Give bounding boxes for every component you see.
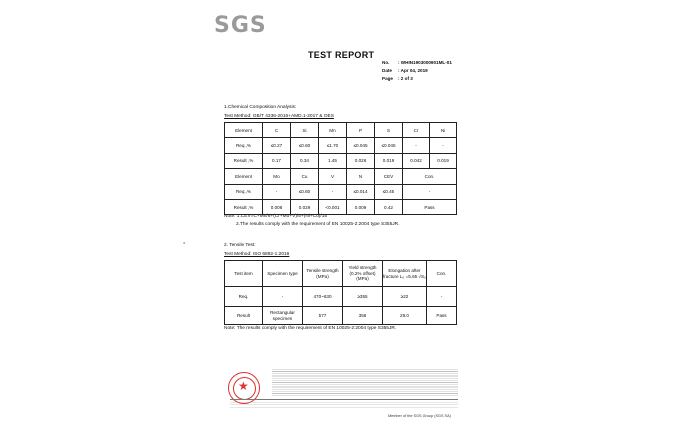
report-title: TEST REPORT — [308, 50, 375, 60]
tensile-cell: 577 — [303, 307, 343, 325]
tensile-header-tensile-strength: Tensile strength (MPa) — [303, 261, 343, 287]
chem-table-cell: 1.45 — [319, 153, 347, 168]
chem-table-cell: ≤0.60 — [291, 184, 319, 199]
chem-table-row — [225, 153, 457, 168]
meta-page-value: : 2 of 3 — [398, 76, 413, 81]
chem-table-cell: 0.029 — [291, 199, 319, 214]
chem-table-cell: P — [347, 123, 375, 138]
chem-table-cell: Si — [291, 123, 319, 138]
chem-table-cell: Con. — [403, 169, 457, 184]
report-meta — [382, 59, 452, 83]
tensile-header-test-item: Test item — [225, 261, 263, 287]
chem-table-cell: ≤0.014 — [347, 184, 375, 199]
margin-mark: a — [183, 240, 186, 245]
tensile-header-con: Con. — [427, 261, 457, 287]
tensile-cell: - — [427, 287, 457, 307]
section2-note: Note: The results comply with the requirement of EN 10025-2:2004 type S355JR. — [224, 326, 397, 331]
chem-table-cell: 0.042 — [403, 153, 430, 168]
sgs-group-member-text: Member of the SGS Group (SGS SA) — [388, 414, 451, 418]
chem-table-row — [225, 123, 457, 138]
section2-method: Test Method: ISO 6892-1:2016 — [224, 252, 290, 257]
chem-table-cell: ≤0.45 — [375, 184, 403, 199]
sgs-logo: SGS — [214, 13, 267, 38]
chem-table-cell: Mn — [319, 123, 347, 138]
chem-table-cell: ≤0.045 — [375, 138, 403, 153]
meta-date-label: Date — [382, 68, 392, 73]
tensile-header-yield-strength: Yield strength (0.2% offset) (MPa) — [343, 261, 383, 287]
chem-table-cell: ≤0.045 — [347, 138, 375, 153]
footer-contact-lines — [230, 402, 458, 408]
chem-table-cell: 0.42 — [375, 199, 403, 214]
chem-table-cell: Req.,% — [225, 138, 263, 153]
tensile-cell: Req. — [225, 287, 263, 307]
section1-method: Test Method: GB/T 4336-2016+AMD.1-2017 & OES — [224, 114, 334, 119]
chem-table-cell: Cu — [291, 169, 319, 184]
tensile-header-specimen-type: Specimen type — [263, 261, 303, 287]
chem-table-cell: - — [430, 138, 457, 153]
star-icon: ★ — [238, 379, 249, 393]
chem-table-row — [225, 199, 457, 214]
chem-table-cell: ≤1.70 — [319, 138, 347, 153]
tensile-header-elongation: Elongation after fracture L₀ =5.65 √S₀ — [383, 261, 427, 287]
chem-table-cell: Ni — [430, 123, 457, 138]
tensile-test-table — [224, 260, 457, 325]
tensile-cell: 470~630 — [303, 287, 343, 307]
tensile-cell: Pass — [427, 307, 457, 325]
chem-table-cell: Pass — [403, 199, 457, 214]
chem-table-cell: N — [347, 169, 375, 184]
chem-table-cell: Mo — [263, 169, 291, 184]
chem-table-cell: - — [263, 184, 291, 199]
chem-table-cell: - — [403, 184, 457, 199]
meta-no-label: No. — [382, 60, 390, 65]
chem-table-cell: 0.34 — [291, 153, 319, 168]
footer-divider — [230, 399, 458, 400]
chem-table-cell: 0.17 — [263, 153, 291, 168]
tensile-cell: Rectangular specimen — [263, 307, 303, 325]
chem-table-cell: - — [319, 184, 347, 199]
chem-table-cell: ≤0.27 — [263, 138, 291, 153]
chem-table-cell: 0.006 — [263, 199, 291, 214]
chem-table-cell: ≤0.60 — [291, 138, 319, 153]
chem-table-cell: Element — [225, 169, 263, 184]
section1-note2: 2.The results comply with the requirement of EN 10025-2:2004 type S355JR. — [236, 222, 400, 227]
chem-table-cell: 0.009 — [347, 199, 375, 214]
section1-note1: Note: 1.CEV=C+Mn/6+(Cr+Mo+V)/5+(Ni+Cu)/15 — [224, 214, 328, 219]
chem-table-cell: Element — [225, 123, 263, 138]
chem-table-cell: Result ,% — [225, 199, 263, 214]
chem-table-cell: 0.019 — [375, 153, 403, 168]
chem-table-cell: C — [263, 123, 291, 138]
section1-heading: 1.Chemical Composition Analysis: — [224, 105, 297, 110]
chem-table-row — [225, 169, 457, 184]
chem-table-cell: 0.019 — [430, 153, 457, 168]
chem-table-row — [225, 184, 457, 199]
tensile-cell: ≥22 — [383, 287, 427, 307]
chem-table-cell: S — [375, 123, 403, 138]
tensile-cell: 356 — [343, 307, 383, 325]
legal-fine-print — [272, 369, 458, 397]
meta-no-value: : WHIN1903000901ML-01 — [398, 60, 452, 65]
chem-table-cell: Req.,% — [225, 184, 263, 199]
tensile-cell: - — [263, 287, 303, 307]
tensile-cell: 29.0 — [383, 307, 427, 325]
chemical-composition-table — [224, 122, 457, 215]
section2-heading: 2. Tensile Test: — [224, 243, 256, 248]
chem-table-cell: CEV — [375, 169, 403, 184]
tensile-cell: ≥355 — [343, 287, 383, 307]
chem-table-cell: Result ,% — [225, 153, 263, 168]
chem-table-cell: Cr — [403, 123, 430, 138]
chem-table-cell: V — [319, 169, 347, 184]
chem-table-cell: 0.026 — [347, 153, 375, 168]
chem-table-row — [225, 138, 457, 153]
meta-date-value: : Apr 04, 2019 — [398, 68, 428, 73]
chem-table-cell: <0.001 — [319, 199, 347, 214]
meta-page-label: Page — [382, 76, 393, 81]
tensile-cell: Result — [225, 307, 263, 325]
chem-table-cell: - — [403, 138, 430, 153]
